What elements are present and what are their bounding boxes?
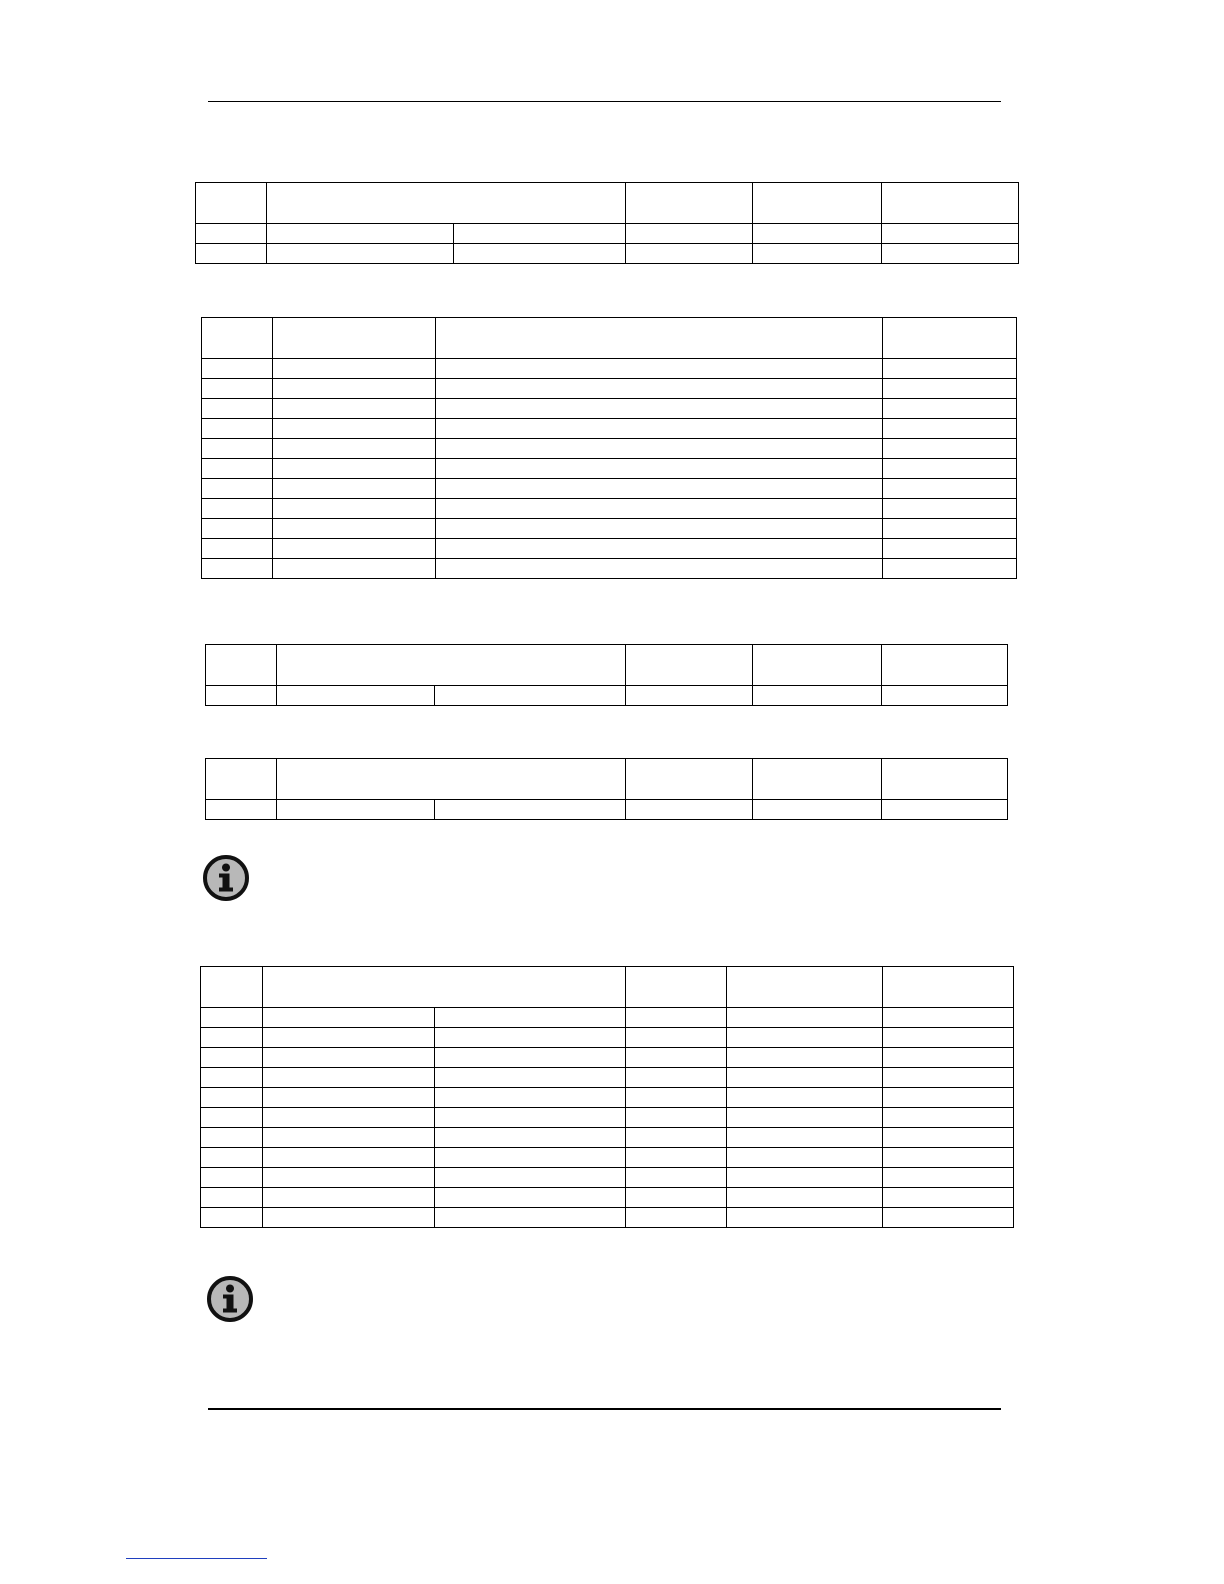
table-cell: [435, 1008, 626, 1028]
footer-rule: [208, 1408, 1001, 1410]
header-cell: [206, 759, 277, 800]
table-header-row: [196, 183, 1019, 224]
header-cell: [626, 967, 727, 1008]
table-header-row: [202, 318, 1017, 359]
table-cell: [436, 519, 883, 539]
table-cell: [883, 1168, 1014, 1188]
table-cell: [263, 1008, 435, 1028]
table-cell: [436, 399, 883, 419]
table-cell: [883, 1188, 1014, 1208]
table-cell: [435, 686, 626, 706]
table-cell: [883, 1028, 1014, 1048]
table-cell: [263, 1068, 435, 1088]
table-cell: [201, 1088, 263, 1108]
table-cell: [202, 419, 273, 439]
table-cell: [883, 1208, 1014, 1228]
table-4: [205, 758, 1008, 820]
table-cell: [882, 800, 1008, 820]
table-cell: [883, 539, 1017, 559]
table-cell: [883, 459, 1017, 479]
table-cell: [202, 559, 273, 579]
table-cell: [883, 399, 1017, 419]
table-cell: [454, 244, 626, 264]
table-cell: [263, 1128, 435, 1148]
table-cell: [436, 359, 883, 379]
table-cell: [883, 1108, 1014, 1128]
table-cell: [435, 1148, 626, 1168]
table-cell: [201, 1048, 263, 1068]
table-2: [201, 317, 1017, 579]
table-cell: [626, 800, 753, 820]
table-cell: [273, 419, 436, 439]
table-row: [201, 1068, 1014, 1088]
table-3: [205, 644, 1008, 706]
table-cell: [626, 244, 753, 264]
table-cell: [883, 379, 1017, 399]
table-cell: [263, 1088, 435, 1108]
table-row: [202, 539, 1017, 559]
table-cell: [202, 519, 273, 539]
header-cell: [883, 967, 1014, 1008]
table-cell: [436, 479, 883, 499]
table-cell: [882, 244, 1019, 264]
header-cell: [201, 967, 263, 1008]
table-cell: [883, 479, 1017, 499]
table-cell: [202, 479, 273, 499]
header-cell: [202, 318, 273, 359]
table-cell: [277, 800, 435, 820]
table-cell: [727, 1188, 883, 1208]
header-cell: [273, 318, 436, 359]
header-cell: [882, 759, 1008, 800]
table-cell: [202, 459, 273, 479]
table-cell: [436, 459, 883, 479]
table-cell: [202, 399, 273, 419]
table-cell: [882, 686, 1008, 706]
table-cell: [727, 1208, 883, 1228]
table-cell: [626, 1048, 727, 1068]
table-cell: [196, 224, 267, 244]
table-cell: [435, 1188, 626, 1208]
table-cell: [201, 1168, 263, 1188]
header-cell: [206, 645, 277, 686]
table-cell: [883, 419, 1017, 439]
table-row: [202, 419, 1017, 439]
table-row: [202, 359, 1017, 379]
table-cell: [273, 539, 436, 559]
header-cell: [883, 318, 1017, 359]
table-row: [202, 379, 1017, 399]
table-cell: [436, 539, 883, 559]
table-cell: [436, 499, 883, 519]
table-cell: [626, 1008, 727, 1028]
table-cell: [273, 359, 436, 379]
table-cell: [626, 1208, 727, 1228]
footer-link-underline[interactable]: [126, 1558, 267, 1559]
table-cell: [201, 1028, 263, 1048]
table-row: [206, 686, 1008, 706]
table-cell: [273, 459, 436, 479]
table-row: [201, 1008, 1014, 1028]
table-cell: [753, 800, 882, 820]
table-cell: [626, 1088, 727, 1108]
table-row: [202, 519, 1017, 539]
table-row: [202, 479, 1017, 499]
table-cell: [263, 1208, 435, 1228]
header-cell: [626, 645, 753, 686]
table-cell: [263, 1108, 435, 1128]
table-cell: [196, 244, 267, 264]
table-cell: [727, 1028, 883, 1048]
table-cell: [436, 419, 883, 439]
table-cell: [436, 379, 883, 399]
table-cell: [202, 539, 273, 559]
table-row: [202, 399, 1017, 419]
table-row: [201, 1208, 1014, 1228]
table-row: [201, 1108, 1014, 1128]
header-cell: [436, 318, 883, 359]
table-cell: [727, 1148, 883, 1168]
table-cell: [435, 1208, 626, 1228]
table-cell: [263, 1168, 435, 1188]
table-cell: [883, 499, 1017, 519]
header-rule: [208, 101, 1001, 102]
table-cell: [201, 1068, 263, 1088]
header-cell: [753, 759, 882, 800]
table-cell: [435, 1068, 626, 1088]
header-cell: [753, 645, 882, 686]
table-row: [201, 1168, 1014, 1188]
table-cell: [267, 244, 454, 264]
table-cell: [626, 1128, 727, 1148]
table-cell: [435, 1028, 626, 1048]
table-cell: [273, 499, 436, 519]
table-cell: [267, 224, 454, 244]
header-cell: [626, 759, 753, 800]
table-cell: [883, 1148, 1014, 1168]
table-cell: [626, 1028, 727, 1048]
table-row: [196, 244, 1019, 264]
table-row: [201, 1028, 1014, 1048]
table-cell: [626, 1068, 727, 1088]
table-cell: [273, 479, 436, 499]
table-cell: [273, 399, 436, 419]
header-cell: [882, 645, 1008, 686]
table-cell: [883, 519, 1017, 539]
table-cell: [202, 359, 273, 379]
table-cell: [277, 686, 435, 706]
header-cell: [626, 183, 753, 224]
table-row: [201, 1188, 1014, 1208]
table-cell: [201, 1108, 263, 1128]
table-cell: [727, 1008, 883, 1028]
table-row: [202, 459, 1017, 479]
table-cell: [883, 1088, 1014, 1108]
table-cell: [883, 559, 1017, 579]
table-cell: [753, 686, 882, 706]
info-icon: [202, 854, 250, 902]
table-cell: [435, 1168, 626, 1188]
table-cell: [883, 1068, 1014, 1088]
table-cell: [201, 1148, 263, 1168]
table-cell: [273, 379, 436, 399]
table-cell: [273, 559, 436, 579]
table-5: [200, 966, 1014, 1228]
header-cell: [727, 967, 883, 1008]
table-header-row: [201, 967, 1014, 1008]
table-cell: [435, 1108, 626, 1128]
table-cell: [435, 800, 626, 820]
table-row: [201, 1048, 1014, 1068]
table-cell: [727, 1088, 883, 1108]
header-cell: [882, 183, 1019, 224]
table-row: [202, 559, 1017, 579]
header-cell: [267, 183, 626, 224]
table-cell: [436, 439, 883, 459]
table-cell: [883, 1048, 1014, 1068]
table-cell: [201, 1188, 263, 1208]
table-cell: [883, 359, 1017, 379]
table-cell: [454, 224, 626, 244]
table-cell: [626, 686, 753, 706]
table-cell: [201, 1008, 263, 1028]
table-cell: [263, 1188, 435, 1208]
table-header-row: [206, 759, 1008, 800]
header-cell: [277, 759, 626, 800]
table-header-row: [206, 645, 1008, 686]
table-cell: [626, 1168, 727, 1188]
table-cell: [435, 1048, 626, 1068]
table-cell: [435, 1088, 626, 1108]
header-cell: [277, 645, 626, 686]
table-cell: [626, 1148, 727, 1168]
table-row: [201, 1088, 1014, 1108]
table-cell: [202, 499, 273, 519]
table-cell: [727, 1168, 883, 1188]
table-row: [201, 1148, 1014, 1168]
table-cell: [263, 1048, 435, 1068]
table-cell: [263, 1148, 435, 1168]
table-row: [202, 499, 1017, 519]
table-cell: [882, 224, 1019, 244]
table-cell: [202, 379, 273, 399]
table-row: [202, 439, 1017, 459]
table-cell: [727, 1128, 883, 1148]
table-cell: [206, 686, 277, 706]
header-cell: [196, 183, 267, 224]
header-cell: [263, 967, 626, 1008]
table-cell: [206, 800, 277, 820]
table-cell: [883, 439, 1017, 459]
table-row: [201, 1128, 1014, 1148]
table-cell: [263, 1028, 435, 1048]
table-row: [206, 800, 1008, 820]
table-cell: [753, 244, 882, 264]
table-cell: [727, 1068, 883, 1088]
table-cell: [883, 1008, 1014, 1028]
table-cell: [626, 1188, 727, 1208]
table-cell: [727, 1048, 883, 1068]
table-cell: [753, 224, 882, 244]
table-cell: [626, 1108, 727, 1128]
table-row: [196, 224, 1019, 244]
table-cell: [727, 1108, 883, 1128]
table-cell: [435, 1128, 626, 1148]
table-cell: [436, 559, 883, 579]
table-cell: [201, 1128, 263, 1148]
header-cell: [753, 183, 882, 224]
table-1: [195, 182, 1019, 264]
table-cell: [202, 439, 273, 459]
table-cell: [273, 519, 436, 539]
table-cell: [273, 439, 436, 459]
table-cell: [626, 224, 753, 244]
table-cell: [883, 1128, 1014, 1148]
table-cell: [201, 1208, 263, 1228]
info-icon: [206, 1275, 254, 1323]
